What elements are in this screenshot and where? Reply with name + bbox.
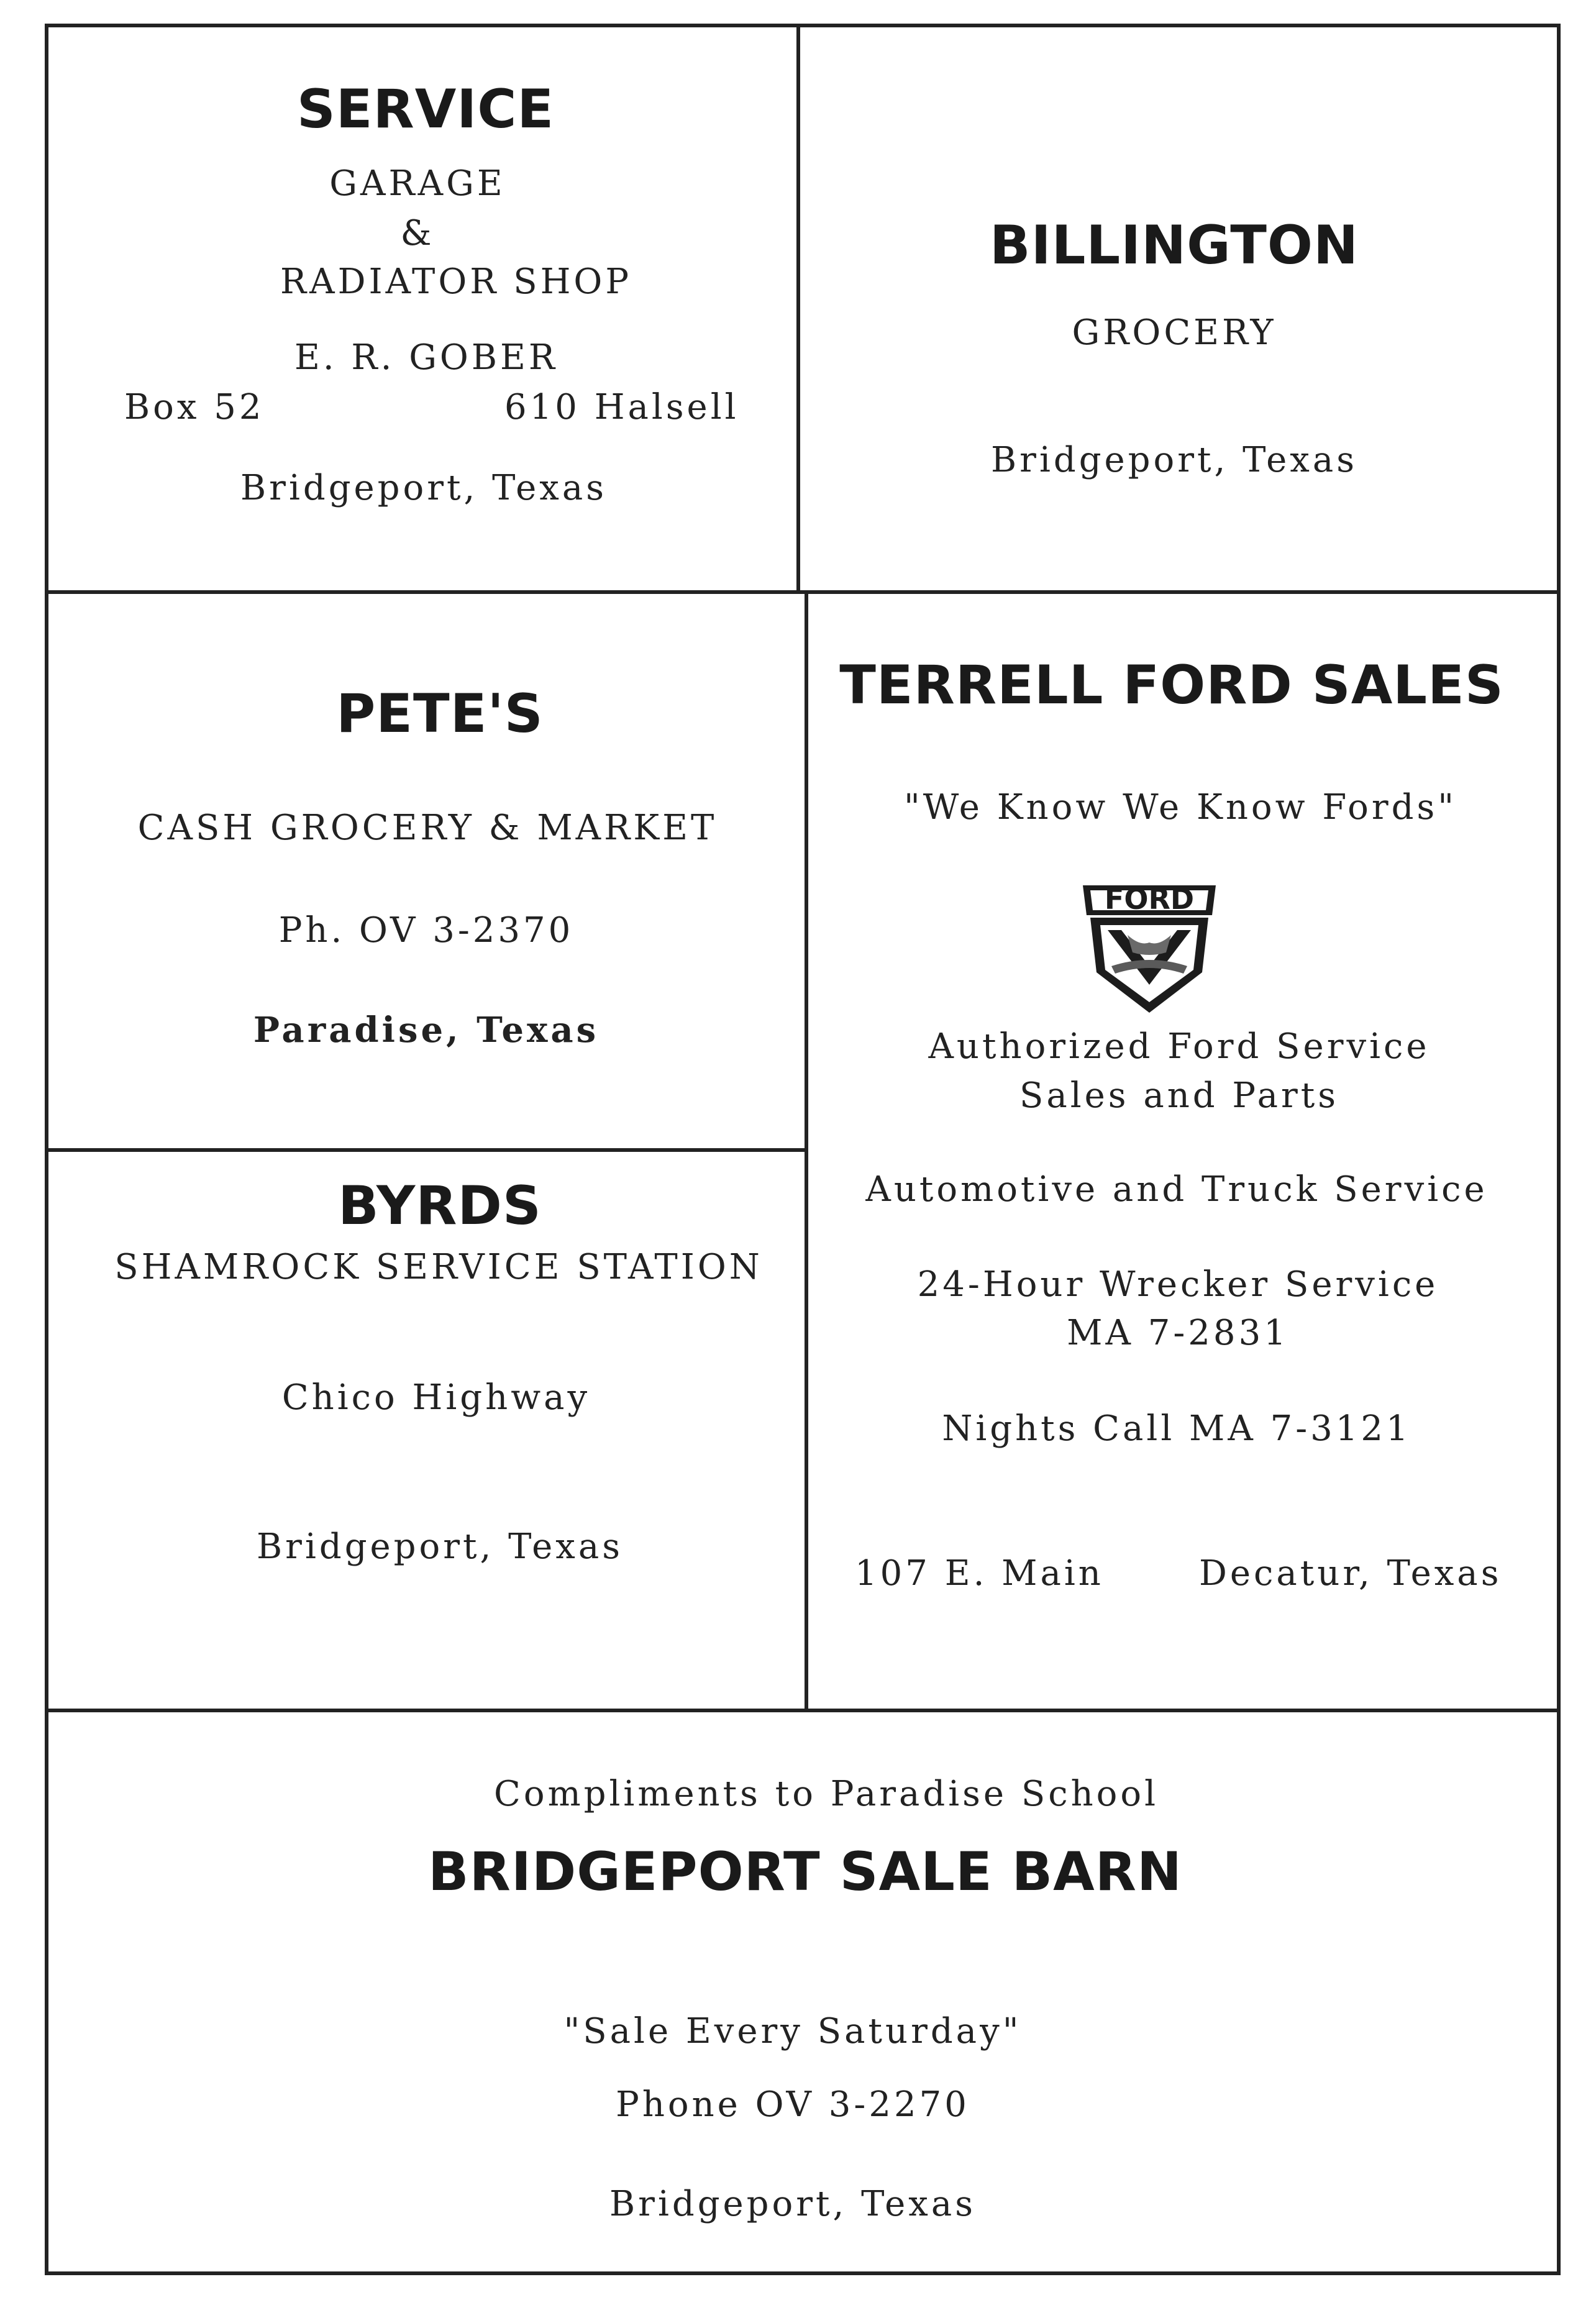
byrds-street: Chico Highway [281, 1377, 591, 1418]
salebarn-phone: Phone OV 3-2270 [616, 2084, 970, 2125]
divider-bottom [48, 1709, 1557, 1712]
byrds-city: Bridgeport, Texas [257, 1527, 623, 1567]
billington-line-grocery: GROCERY [1072, 313, 1277, 353]
petes-phone: Ph. OV 3-2370 [278, 910, 574, 951]
service-line-garage: GARAGE [329, 163, 506, 204]
terrell-title: TERRELL FORD SALES [839, 654, 1504, 716]
terrell-wrecker: 24-Hour Wrecker Service [917, 1264, 1439, 1305]
terrell-wrecker-phone: MA 7-2831 [1067, 1313, 1289, 1353]
petes-city: Paradise, Texas [253, 1010, 600, 1051]
salebarn-compliments: Compliments to Paradise School [494, 1774, 1159, 1814]
service-line-radiator: RADIATOR SHOP [280, 262, 632, 302]
ford-logo-text: FORD [1104, 882, 1195, 916]
terrell-nights-call: Nights Call MA 7-3121 [942, 1408, 1411, 1449]
service-owner: E. R. GOBER [294, 337, 559, 378]
terrell-service-sales-parts: Sales and Parts [1019, 1075, 1339, 1116]
salebarn-city: Bridgeport, Texas [609, 2184, 976, 2224]
terrell-service-authorized: Authorized Ford Service [928, 1026, 1430, 1067]
service-city: Bridgeport, Texas [240, 468, 607, 508]
service-line-ampersand: & [400, 213, 435, 253]
divider-top-vertical [796, 27, 800, 594]
billington-title: BILLINGTON [990, 214, 1359, 276]
salebarn-title: BRIDGEPORT SALE BARN [428, 1841, 1182, 1903]
divider-left-middle [48, 1148, 806, 1152]
ford-crest-icon [1072, 860, 1227, 1016]
terrell-service-automotive: Automotive and Truck Service [865, 1169, 1488, 1210]
byrds-line-station: SHAMROCK SERVICE STATION [114, 1247, 763, 1287]
petes-line-grocery: CASH GROCERY & MARKET [137, 808, 718, 848]
petes-title: PETE'S [336, 683, 544, 745]
service-title: SERVICE [296, 78, 555, 140]
terrell-city: Decatur, Texas [1199, 1553, 1502, 1594]
service-box: Box 52 [124, 387, 265, 427]
terrell-street: 107 E. Main [855, 1553, 1104, 1594]
billington-city: Bridgeport, Texas [991, 440, 1357, 480]
byrds-title: BYRDS [338, 1175, 542, 1237]
terrell-slogan: "We Know We Know Fords" [904, 787, 1457, 828]
divider-row1 [48, 590, 1557, 594]
service-street: 610 Halsell [504, 387, 739, 427]
salebarn-slogan: "Sale Every Saturday" [563, 2011, 1022, 2052]
